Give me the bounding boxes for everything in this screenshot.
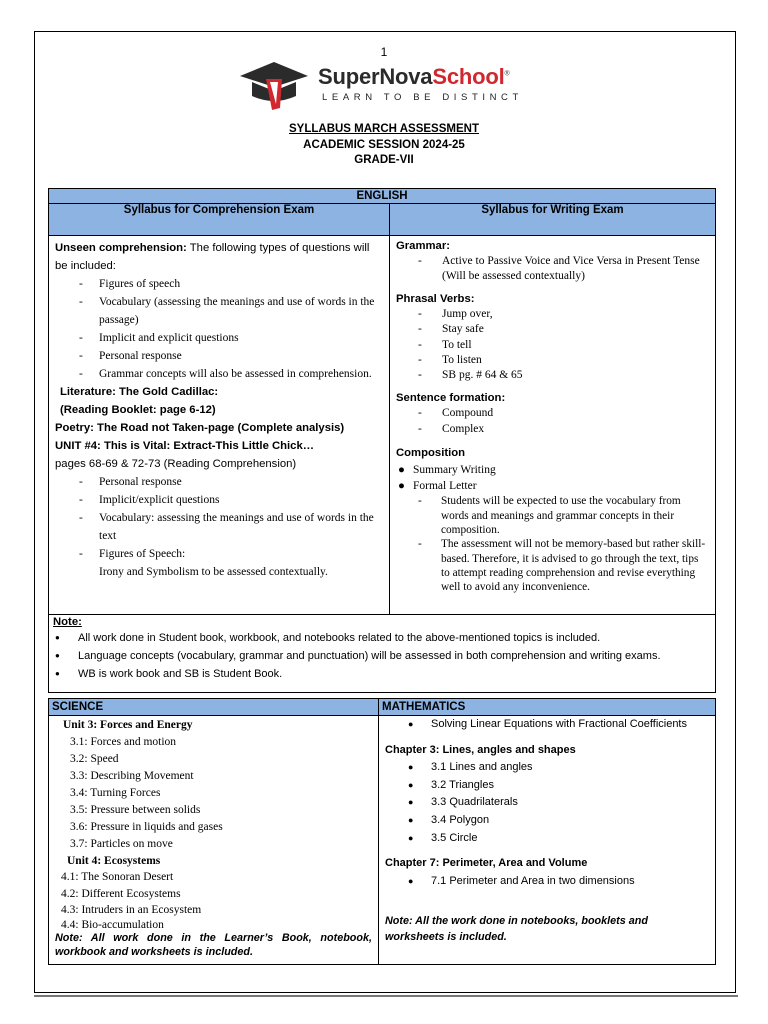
list-item: 3.2: Speed (70, 753, 119, 765)
grammar-label: Grammar: (396, 240, 450, 252)
list-item: - Active to Passive Voice and Vice Versa in Present Tense (Will be assessed contextually) (418, 255, 700, 282)
list-item: ● 3.3 Quadrilaterals (408, 796, 518, 809)
list-item: - Vocabulary: assessing the meanings and use of words in the text (79, 512, 374, 542)
list-item: 4.3: Intruders in an Ecosystem (61, 904, 202, 916)
list-item: 3.7: Particles on move (70, 838, 173, 850)
list-item: ● Language concepts (vocabulary, grammar and punctuation) will be assessed in both comprehension and writing exams. (55, 650, 661, 662)
unseen-text: The following types of questions will be included: (55, 242, 370, 272)
registered-mark: ® (504, 70, 510, 78)
list-item: - Students will be expected to use the vocabulary from words and meanings and grammar concepts in their composition. (418, 495, 681, 537)
list-item: ● 3.5 Circle (408, 831, 478, 844)
list-item: ● Formal Letter (398, 479, 477, 492)
irony-line: Irony and Symbolism to be assessed contextually. (99, 566, 328, 578)
list-item: - Jump over, (418, 308, 493, 320)
list-item: ● WB is work book and SB is Student Book. (55, 668, 283, 680)
math-top-list (385, 716, 709, 734)
math-cell (379, 716, 716, 965)
list-item: - Implicit and explicit questions (79, 332, 239, 344)
science-math-table (48, 698, 716, 965)
unit4-title: UNIT #4: This is Vital: Extract-This Little Chick… (55, 440, 315, 452)
list-item: 3.6: Pressure in liquids and gases (70, 821, 223, 833)
list-item: 3.4: Turning Forces (70, 787, 161, 799)
sentence-list (396, 406, 709, 437)
list-item: - Personal response (79, 350, 182, 362)
unseen-comprehension (55, 238, 383, 275)
poetry-title: Poetry: The Road not Taken-page (Complete analysis) (55, 422, 345, 434)
footer-rule (34, 995, 738, 997)
grammar-list (396, 254, 709, 284)
unit3-list (55, 734, 372, 853)
list-item: ● Solving Linear Equations with Fractional Coefficients (408, 718, 687, 730)
list-item: 4.1: The Sonoran Desert (61, 871, 174, 883)
title-grade: GRADE-VII (354, 154, 414, 166)
page-number: 1 (380, 45, 388, 59)
science-unit3: Unit 3: Forces and Energy (63, 719, 193, 731)
list-item: 3.3: Describing Movement (70, 770, 194, 782)
list-item: - Figures of Speech: (79, 548, 186, 560)
composition-list (396, 463, 709, 494)
list-item: - Vocabulary (assessing the meanings and use of words in the passage) (79, 296, 375, 326)
title-session: ACADEMIC SESSION 2024-25 (303, 138, 465, 151)
phrasal-list (396, 307, 709, 383)
comprehension-cell (49, 236, 390, 615)
list-item: 3.5: Pressure between solids (70, 804, 201, 816)
mathematics-heading: MATHEMATICS (379, 699, 716, 716)
list-item: - SB pg. # 64 & 65 (418, 369, 523, 382)
chapter7-title: Chapter 7: Perimeter, Area and Volume (385, 857, 588, 870)
list-item: ● 3.4 Polygon (408, 813, 490, 826)
math-note: Note: All the work done in notebooks, booklets and worksheets is included. (385, 915, 648, 943)
list-item: - Compound (418, 407, 494, 420)
list-item: ● All work done in Student book, workbook, and notebooks related to the above-mentioned topics is included. (55, 632, 601, 644)
list-item: 4.4: Bio-accumulation (61, 918, 164, 931)
list-item: 3.1: Forces and motion (70, 736, 177, 748)
list-item: ● 7.1 Perimeter and Area in two dimensions (408, 874, 635, 887)
document-titles (0, 122, 768, 169)
unit4-eco-list (55, 869, 372, 931)
list-item: 4.2: Different Ecosystems (61, 887, 181, 900)
school-logo (236, 58, 536, 114)
unit4-pages: pages 68-69 & 72-73 (Reading Comprehension) (55, 458, 297, 470)
english-heading: ENGLISH (49, 189, 716, 204)
list-item: - Figures of speech (79, 278, 181, 290)
english-table (48, 188, 716, 693)
list-item: - Grammar concepts will also be assessed in comprehension. (79, 368, 372, 380)
chapter3-list (385, 759, 709, 847)
list-item: - The assessment will not be memory-based but rather skill-based. Therefore, it is advised to go through the text, tips to attempt reading comprehension and revise everything well to avoid any inconvenience. (418, 538, 706, 594)
list-item: - Complex (418, 422, 485, 435)
english-note-cell (49, 615, 716, 693)
list-item: - Personal response (79, 476, 182, 488)
list-item: ● 3.1 Lines and angles (408, 761, 533, 774)
reading-booklet: (Reading Booklet: page 6-12) (60, 404, 216, 416)
list-item: - Implicit/explicit questions (79, 494, 220, 506)
list-item: ● 3.2 Triangles (408, 778, 494, 791)
english-notes (53, 629, 711, 683)
list-item: - To tell (418, 338, 472, 351)
phrasal-label: Phrasal Verbs: (396, 293, 475, 305)
title-assessment: SYLLABUS MARCH ASSESSMENT (289, 123, 479, 135)
logo-emblem-icon (236, 60, 312, 112)
chapter3-title: Chapter 3: Lines, angles and shapes (385, 743, 576, 756)
comprehension-heading: Syllabus for Comprehension Exam (49, 204, 390, 236)
unseen-list (55, 275, 383, 383)
sentence-label: Sentence formation: (396, 392, 506, 405)
writing-cell (390, 236, 716, 615)
science-cell (49, 716, 379, 965)
note-label: Note: (53, 616, 82, 628)
list-item: - Stay safe (418, 323, 484, 336)
letter-list (396, 494, 709, 594)
brand-tagline: LEARN TO BE DISTINCT (322, 92, 523, 103)
brand-part2: School (432, 64, 505, 89)
science-heading: SCIENCE (49, 699, 379, 716)
unseen-label: Unseen comprehension: (55, 242, 187, 254)
unit4-list (55, 473, 383, 563)
list-item: ● Summary Writing (398, 464, 496, 477)
brand-part1: SuperNova (318, 64, 433, 89)
composition-label: Composition (396, 447, 466, 460)
brand-name (318, 64, 509, 90)
science-unit4: Unit 4: Ecosystems (67, 855, 161, 867)
literature-title: Literature: The Gold Cadillac: (60, 386, 219, 398)
writing-heading: Syllabus for Writing Exam (390, 204, 716, 236)
list-item: - To listen (418, 353, 482, 366)
chapter7-list (385, 873, 709, 891)
science-note: Note: All work done in the Learner’s Book, notebook, workbook and worksheets is included. (55, 931, 372, 958)
